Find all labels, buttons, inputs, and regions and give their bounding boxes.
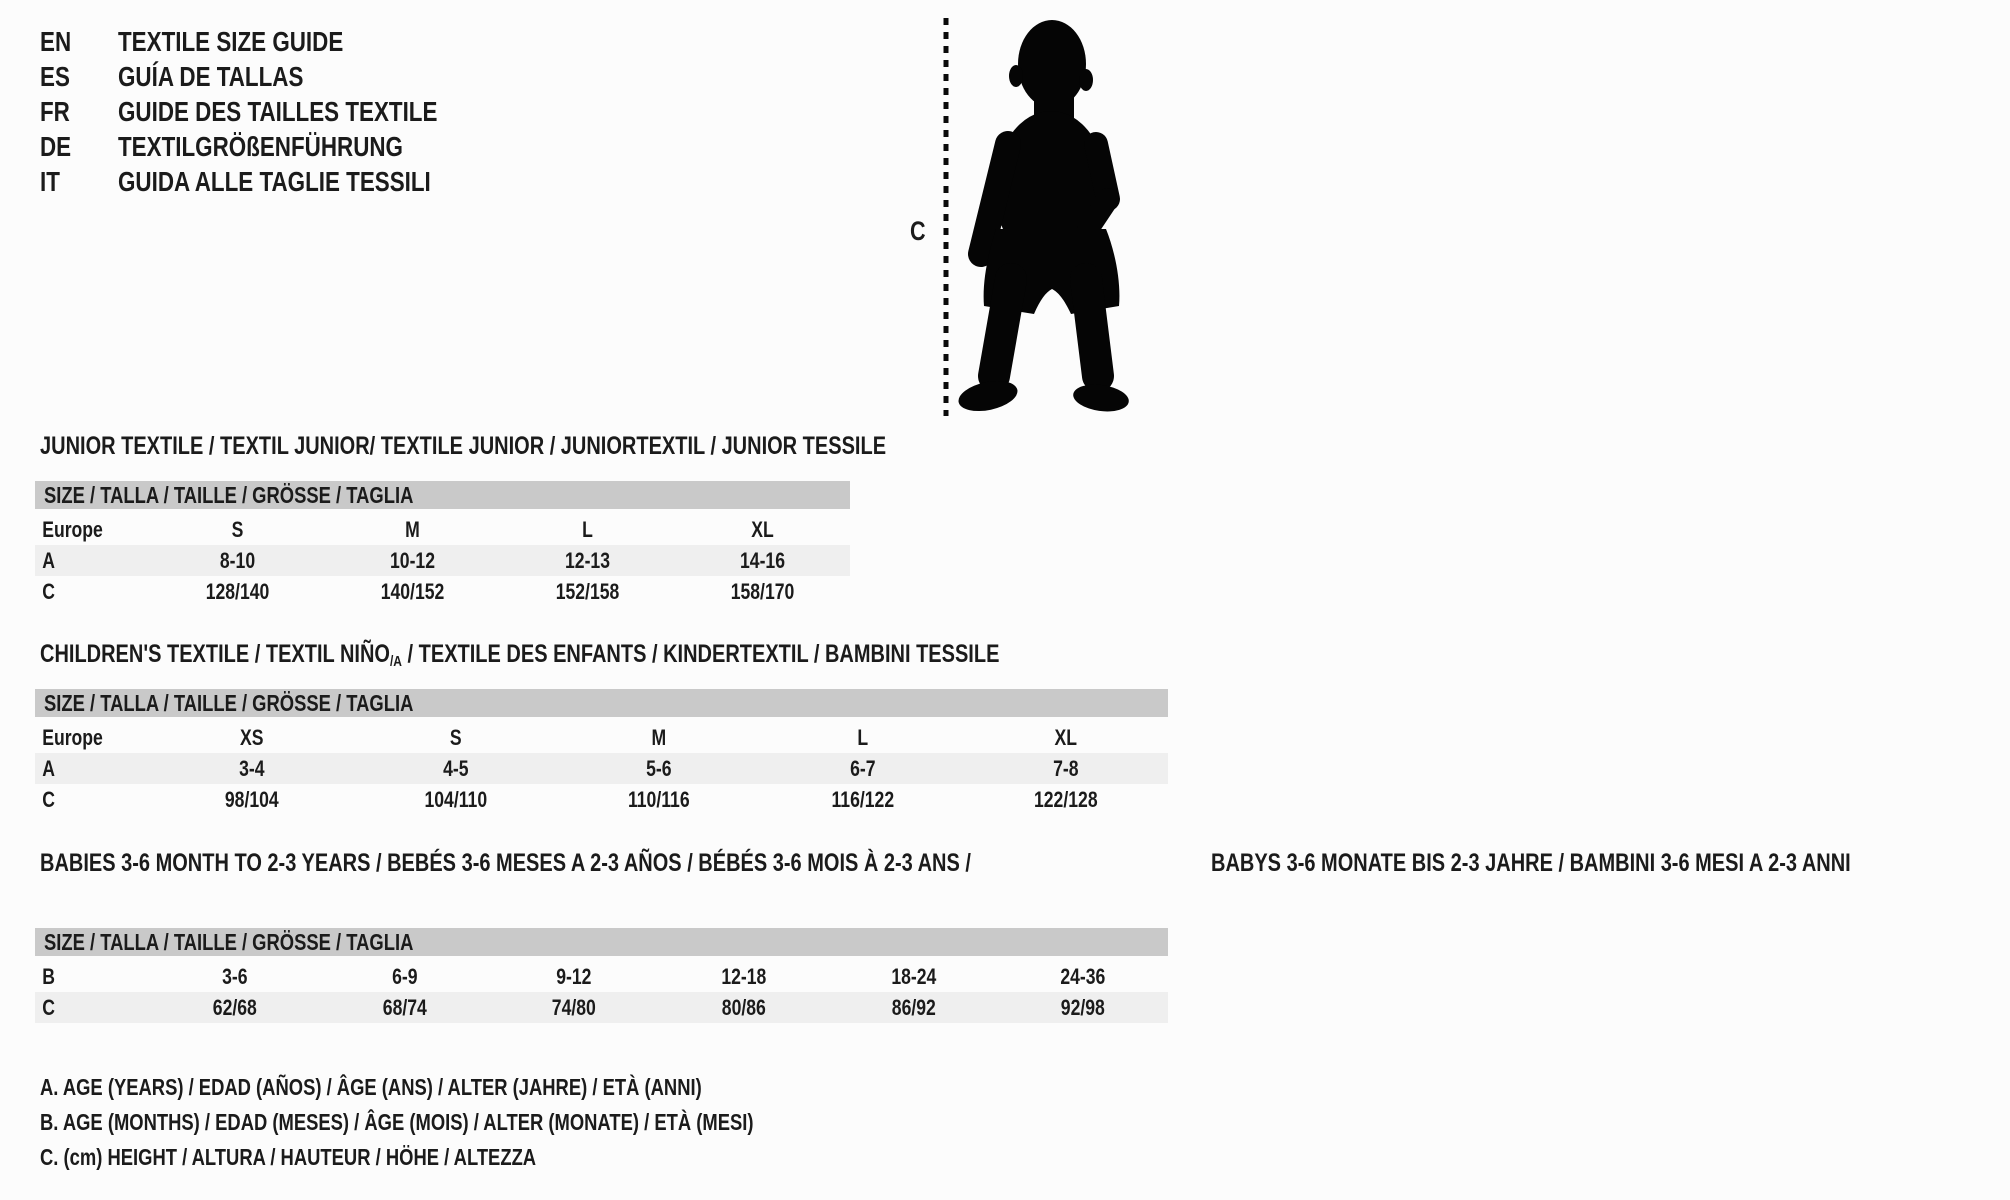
language-row-de	[40, 129, 517, 164]
legend-text-a: A. AGE (YEARS) / EDAD (AÑOS) / ÂGE (ANS) / ALTER (JAHRE) / ETÀ (ANNI)	[40, 1074, 702, 1100]
size-header-band	[35, 689, 1168, 717]
row-label: C	[42, 994, 55, 1020]
table-cell: 6-7	[849, 755, 876, 781]
legend-line-c	[40, 1140, 932, 1175]
table-row-age	[35, 753, 1168, 784]
table-cell: 104/110	[424, 786, 487, 812]
size-header-label: SIZE / TALLA / TAILLE / GRÖSSE / TAGLIA	[44, 481, 414, 508]
table-cell: 8-10	[219, 547, 256, 573]
size-column: XL	[1054, 724, 1078, 750]
size-column: S	[231, 516, 244, 542]
legend-line-a	[40, 1070, 932, 1105]
size-header-label: SIZE / TALLA / TAILLE / GRÖSSE / TAGLIA	[44, 928, 414, 955]
table-cell: 68/74	[382, 994, 427, 1020]
babies-size-table	[35, 928, 1168, 1023]
table-row-age	[35, 545, 850, 576]
table-cell: 3-4	[239, 755, 265, 781]
babies-title-line1: BABIES 3-6 MONTH TO 2-3 YEARS / BEBÉS 3-6 MESES A 2-3 AÑOS / BÉBÉS 3-6 MOIS À 2-3 ANS /	[40, 849, 971, 877]
size-column: L	[582, 516, 593, 542]
language-code: EN	[40, 25, 72, 57]
children-title-text: / TEXTILE DES ENFANTS / KINDERTEXTIL / BAMBINI TESSILE	[401, 640, 1000, 668]
size-column: M	[405, 516, 420, 542]
size-column: XS	[240, 724, 264, 750]
table-cell: 12-18	[721, 963, 767, 989]
table-cell: 92/98	[1061, 994, 1106, 1020]
table-cell: 110/116	[628, 786, 690, 812]
table-cell: 14-16	[739, 547, 786, 573]
table-cell: 24-36	[1060, 963, 1106, 989]
row-label: Europe	[42, 516, 103, 542]
page-title-de: TEXTILGRÖßENFÜHRUNG	[118, 130, 403, 162]
table-cell: 98/104	[224, 786, 279, 812]
table-cell: 86/92	[891, 994, 936, 1020]
row-label: B	[42, 963, 55, 989]
language-code: IT	[40, 165, 60, 197]
baby-body	[956, 20, 1131, 416]
size-header-label: SIZE / TALLA / TAILLE / GRÖSSE / TAGLIA	[44, 689, 414, 716]
legend-line-b	[40, 1105, 932, 1140]
table-cell: 4-5	[442, 755, 469, 781]
row-label: C	[42, 578, 55, 604]
table-cell: 116/122	[831, 786, 894, 812]
table-cell: 74/80	[552, 994, 597, 1020]
table-row-height	[35, 784, 1168, 815]
language-row-it	[40, 164, 517, 199]
table-row-europe	[35, 722, 1168, 753]
legend-text-b: B. AGE (MONTHS) / EDAD (MESES) / ÂGE (MOIS) / ALTER (MONATE) / ETÀ (MESI)	[40, 1109, 754, 1135]
row-label: A	[42, 755, 55, 781]
table-cell: 9-12	[556, 963, 592, 989]
table-row-height	[35, 576, 850, 607]
page-title-es: GUÍA DE TALLAS	[118, 60, 304, 92]
junior-section-title: JUNIOR TEXTILE / TEXTIL JUNIOR/ TEXTILE JUNIOR / JUNIORTEXTIL / JUNIOR TESSILE	[40, 432, 887, 460]
size-column: XL	[751, 516, 774, 542]
children-size-table	[35, 689, 1168, 815]
size-column: M	[651, 724, 667, 750]
table-cell: 3-6	[222, 963, 248, 989]
row-label: C	[42, 786, 55, 812]
page-title-en: TEXTILE SIZE GUIDE	[118, 25, 344, 57]
table-row-months	[35, 961, 1168, 992]
table-cell: 158/170	[730, 578, 795, 604]
table-cell: 140/152	[380, 578, 445, 604]
table-cell: 12-13	[564, 547, 611, 573]
table-cell: 62/68	[212, 994, 257, 1020]
table-cell: 5-6	[646, 755, 672, 781]
children-title-text: CHILDREN'S TEXTILE / TEXTIL NIÑO	[40, 640, 390, 668]
measure-legend	[40, 1070, 932, 1175]
babies-section-title	[40, 846, 2010, 881]
size-column: S	[449, 724, 462, 750]
babies-title-line2: BABYS 3-6 MONATE BIS 2-3 JAHRE / BAMBINI 3-6 MESI A 2-3 ANNI	[1210, 849, 1851, 877]
size-header-band	[35, 928, 1168, 956]
row-label: Europe	[42, 724, 103, 750]
baby-silhouette	[936, 14, 1141, 420]
legend-text-c: C. (cm) HEIGHT / ALTURA / HAUTEUR / HÖHE / ALTEZZA	[40, 1144, 537, 1170]
table-row-height	[35, 992, 1168, 1023]
table-cell: 6-9	[391, 963, 418, 989]
language-row-fr	[40, 94, 517, 129]
language-code: ES	[40, 60, 70, 92]
size-column: L	[857, 724, 868, 750]
table-cell: 18-24	[891, 963, 937, 989]
row-label: A	[42, 547, 55, 573]
page-title-it: GUIDA ALLE TAGLIE TESSILI	[118, 165, 431, 197]
language-title-list	[40, 24, 517, 199]
language-row-es	[40, 59, 517, 94]
table-cell: 122/128	[1034, 786, 1098, 812]
children-title-subscript: /A	[389, 653, 402, 670]
language-code: FR	[40, 95, 70, 127]
table-cell: 152/158	[555, 578, 620, 604]
children-section-title	[40, 642, 999, 670]
height-measure-label: C	[910, 216, 926, 246]
table-cell: 10-12	[389, 547, 436, 573]
language-row-en	[40, 24, 517, 59]
table-cell: 7-8	[1053, 755, 1079, 781]
junior-size-table	[35, 481, 850, 607]
language-code: DE	[40, 130, 72, 162]
table-row-europe	[35, 514, 850, 545]
page-title-fr: GUIDE DES TAILLES TEXTILE	[118, 95, 438, 127]
table-cell: 80/86	[721, 994, 766, 1020]
table-cell: 128/140	[205, 578, 270, 604]
size-header-band	[35, 481, 850, 509]
